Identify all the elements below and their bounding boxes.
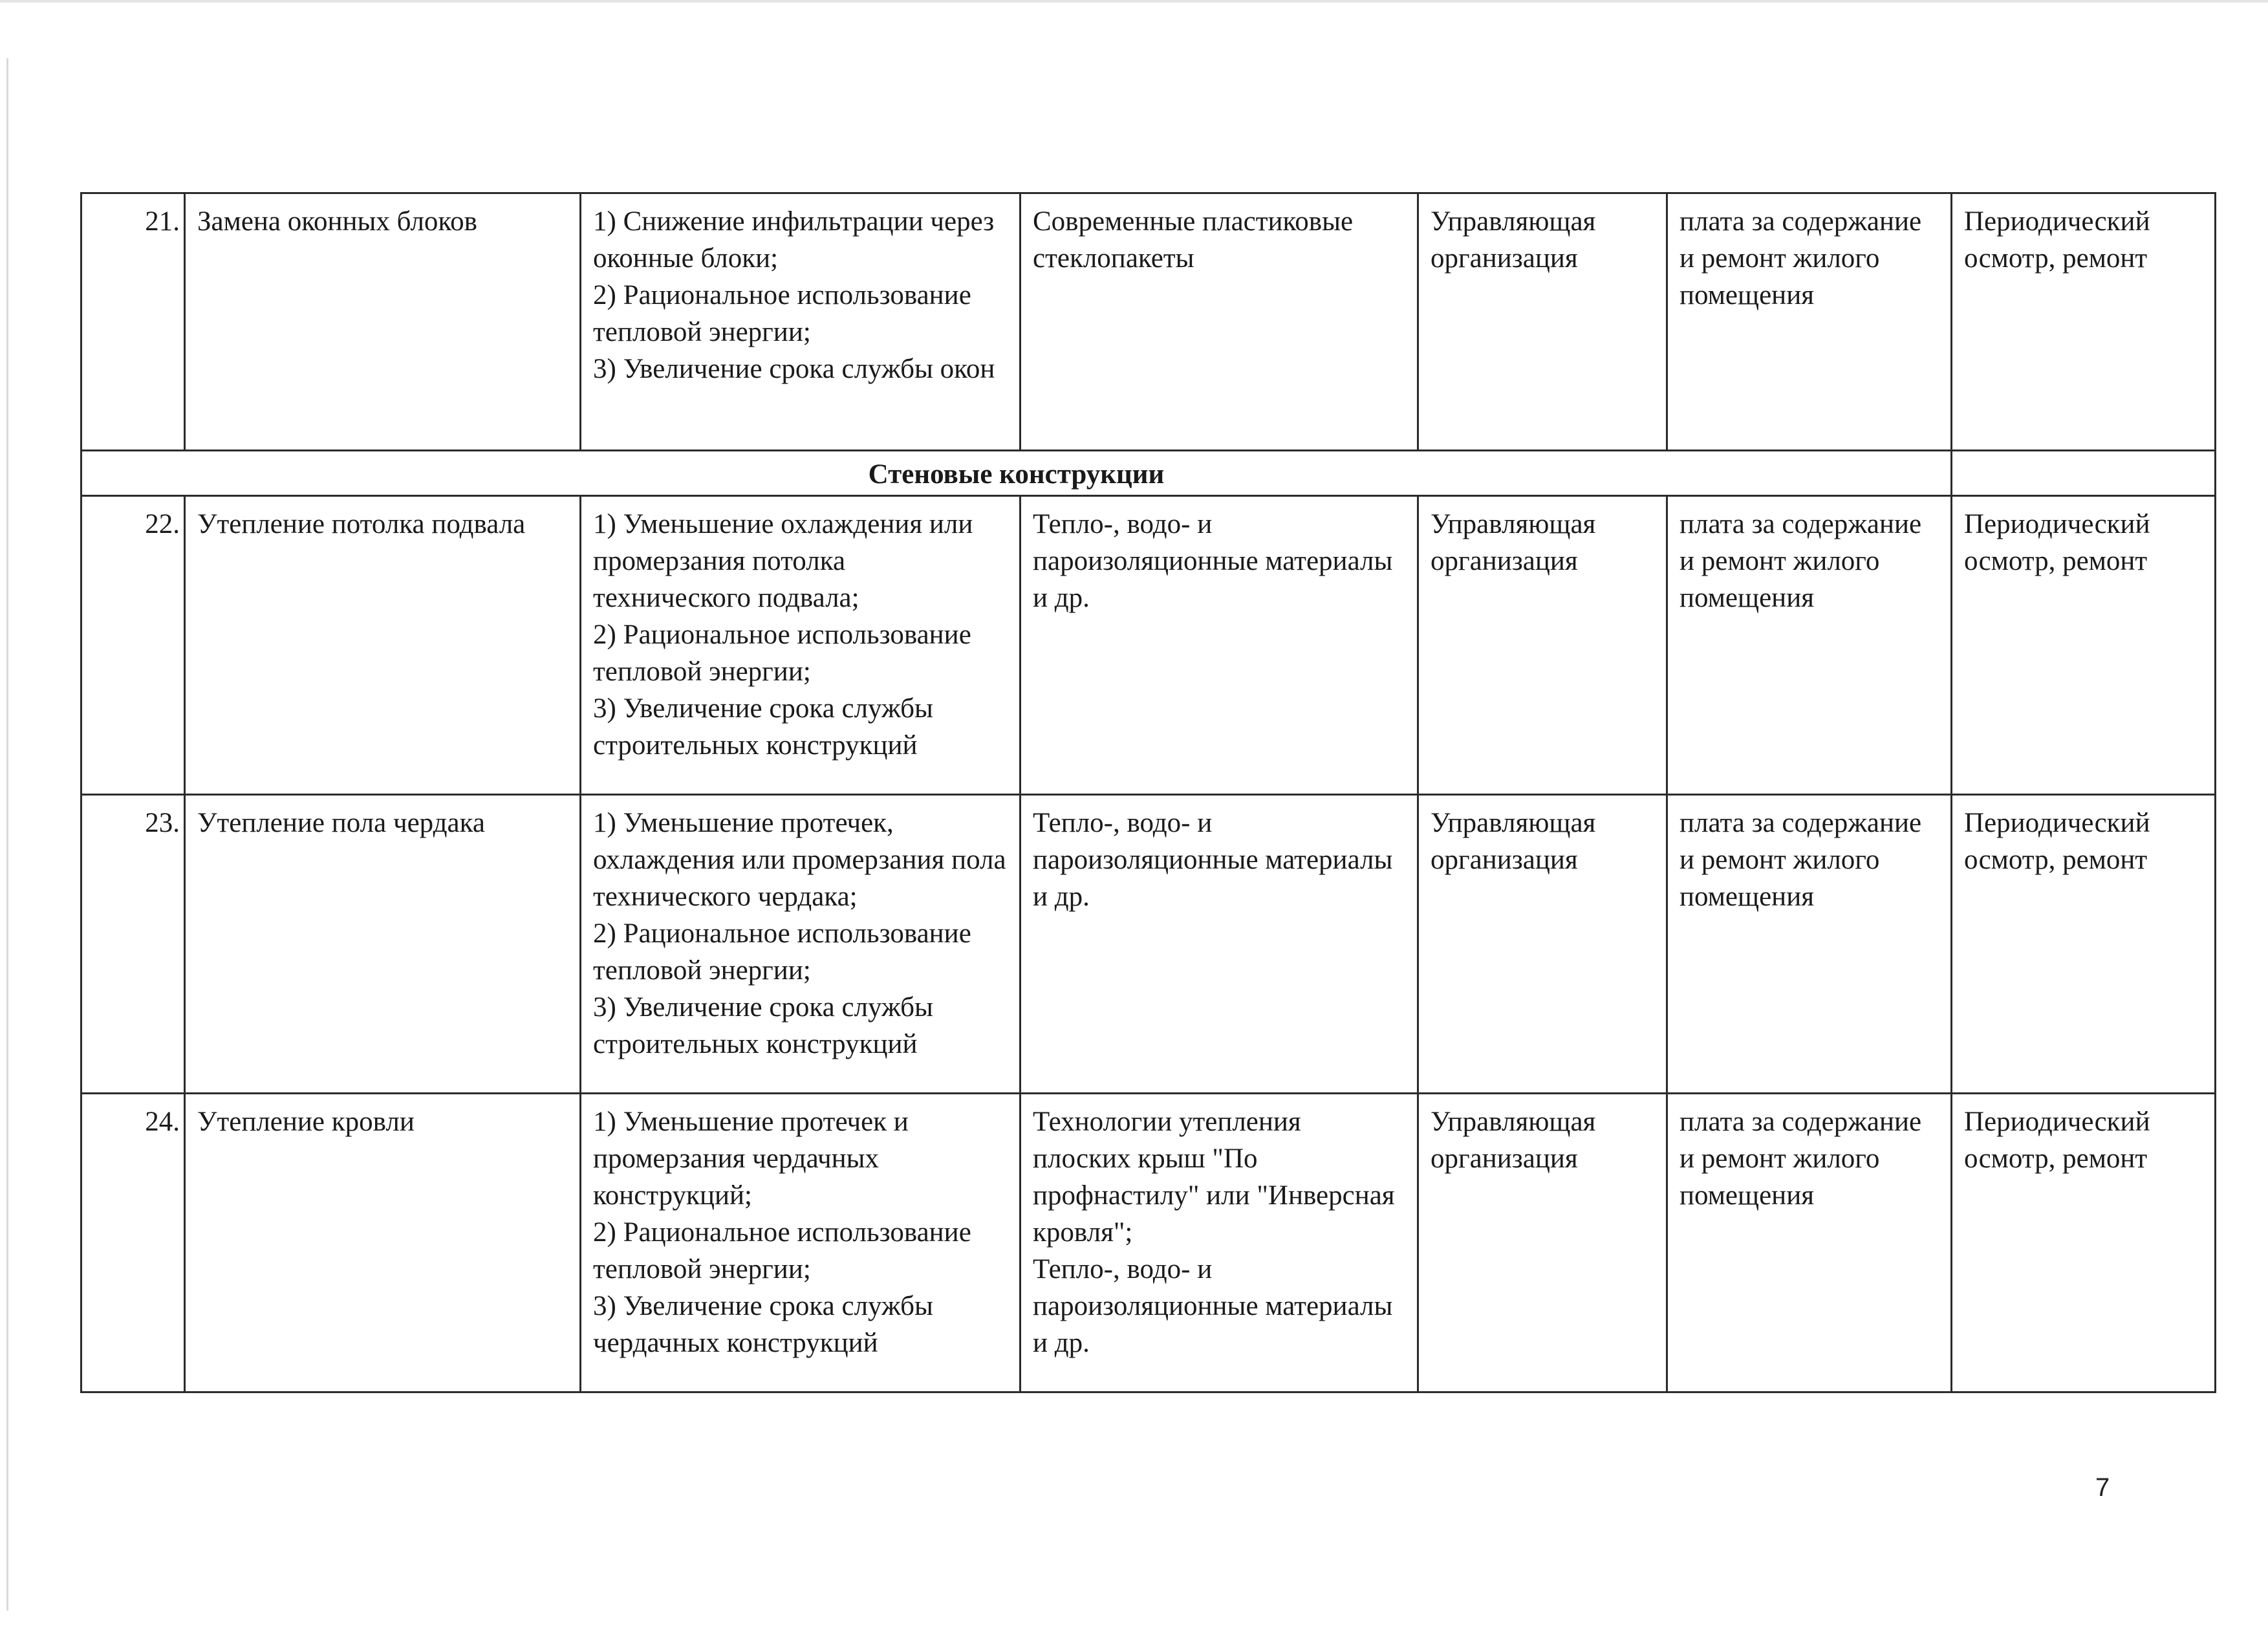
executor-cell: Управляющая организация bbox=[1418, 193, 1667, 451]
table-row bbox=[81, 1094, 2216, 1392]
effect-line: 1) Снижение инфильтрации через оконные блоки; bbox=[593, 206, 995, 274]
scan-top-edge bbox=[0, 0, 2268, 3]
row-number: 23. bbox=[81, 795, 185, 1094]
measure-name: Утепление потолка подвала bbox=[185, 496, 581, 795]
materials-cell bbox=[1021, 1094, 1418, 1392]
section-title: Стеновые конструкции bbox=[81, 451, 1952, 496]
row-number: 24. bbox=[81, 1094, 185, 1392]
measure-name: Утепление кровли bbox=[185, 1094, 581, 1392]
measure-name: Замена оконных блоков bbox=[185, 193, 581, 451]
effect-line: 2) Рациональное использование тепловой энергии; bbox=[593, 280, 971, 347]
control-cell: Периодический осмотр, ремонт bbox=[1952, 193, 2216, 451]
materials-cell bbox=[1021, 795, 1418, 1094]
control-cell: Периодический осмотр, ремонт bbox=[1952, 1094, 2216, 1392]
effects-cell bbox=[581, 496, 1021, 795]
measure-name: Утепление пола чердака bbox=[185, 795, 581, 1094]
funding-cell: плата за содержание и ремонт жилого помещения bbox=[1667, 496, 1952, 795]
effect-line: 2) Рациональное использование тепловой энергии; bbox=[593, 620, 971, 687]
material-line: Тепло-, водо- и пароизоляционные материалы и др. bbox=[1033, 509, 1393, 613]
material-line: Технологии утепления плоских крыш "По профнастилу" или "Инверсная кровля"; bbox=[1033, 1107, 1395, 1248]
effect-line: 3) Увеличение срока службы окон bbox=[593, 354, 995, 384]
executor-cell: Управляющая организация bbox=[1418, 1094, 1667, 1392]
effect-line: 3) Увеличение срока службы строительных конструкций bbox=[593, 992, 933, 1059]
material-line: Тепло-, водо- и пароизоляционные материалы и др. bbox=[1033, 808, 1393, 912]
effects-cell bbox=[581, 1094, 1021, 1392]
funding-cell: плата за содержание и ремонт жилого помещения bbox=[1667, 193, 1952, 451]
materials-cell bbox=[1021, 496, 1418, 795]
effect-line: 1) Уменьшение охлаждения или промерзания потолка технического подвала; bbox=[593, 509, 973, 613]
control-cell: Периодический осмотр, ремонт bbox=[1952, 795, 2216, 1094]
effect-line: 1) Уменьшение протечек и промерзания чердачных конструкций; bbox=[593, 1107, 909, 1211]
table-row bbox=[81, 795, 2216, 1094]
effect-line: 3) Увеличение срока службы строительных конструкций bbox=[593, 693, 933, 761]
funding-cell: плата за содержание и ремонт жилого помещения bbox=[1667, 1094, 1952, 1392]
effect-line: 3) Увеличение срока службы чердачных конструкций bbox=[593, 1291, 933, 1358]
table-row bbox=[81, 496, 2216, 795]
page-number: 7 bbox=[2095, 1473, 2110, 1502]
effect-line: 1) Уменьшение протечек, охлаждения или промерзания пола технического чердака; bbox=[593, 808, 1006, 912]
effect-line: 2) Рациональное использование тепловой энергии; bbox=[593, 918, 971, 986]
effect-line: 2) Рациональное использование тепловой энергии; bbox=[593, 1217, 971, 1284]
executor-cell: Управляющая организация bbox=[1418, 795, 1667, 1094]
control-cell: Периодический осмотр, ремонт bbox=[1952, 496, 2216, 795]
section-empty-cell bbox=[1952, 451, 2216, 496]
table-row bbox=[81, 193, 2216, 451]
row-number: 21. bbox=[81, 193, 185, 451]
section-row bbox=[81, 451, 2216, 496]
effects-cell bbox=[581, 193, 1021, 451]
scan-left-edge bbox=[6, 58, 8, 1610]
executor-cell: Управляющая организация bbox=[1418, 496, 1667, 795]
row-number: 22. bbox=[81, 496, 185, 795]
materials-cell bbox=[1021, 193, 1418, 451]
effects-cell bbox=[581, 795, 1021, 1094]
measures-table bbox=[80, 192, 2216, 1393]
material-line: Тепло-, водо- и пароизоляционные материалы и др. bbox=[1033, 1254, 1393, 1358]
funding-cell: плата за содержание и ремонт жилого помещения bbox=[1667, 795, 1952, 1094]
material-line: Современные пластиковые стеклопакеты bbox=[1033, 206, 1354, 274]
